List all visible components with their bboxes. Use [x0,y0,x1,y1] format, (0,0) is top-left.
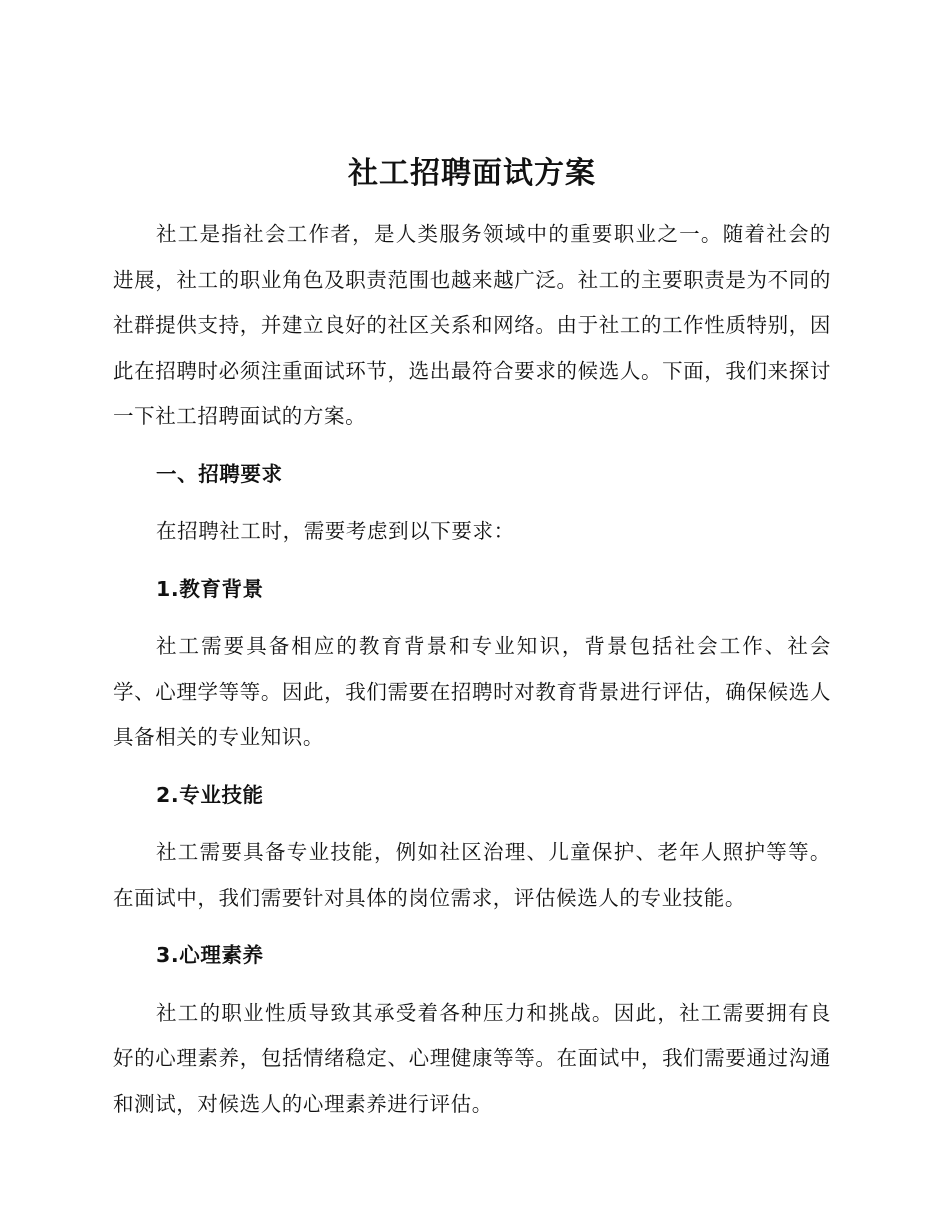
item-body-skills: 社工需要具备专业技能，例如社区治理、儿童保护、老年人照护等等。在面试中，我们需要针对具体的岗位需求，评估候选人的专业技能。 [113,840,831,910]
document-page [113,148,831,1127]
spacer [113,761,831,773]
spacer [113,921,831,933]
item-heading-skills: 2.专业技能 [156,782,264,807]
spacer [113,440,831,452]
spacer [113,818,831,830]
spacer [113,497,831,509]
item-body-psychology: 社工的职业性质导致其承受着各种压力和挑战。因此，社工需要拥有良好的心理素养，包括情绪稳定、心理健康等等。在面试中，我们需要通过沟通和测试，对候选人的心理素养进行评估。 [113,1000,831,1116]
section-heading-requirements: 一、招聘要求 [156,461,283,486]
spacer [113,612,831,624]
intro-paragraph: 社工是指社会工作者，是人类服务领域中的重要职业之一。随着社会的进展，社工的职业角色及职责范围也越来越广泛。社工的主要职责是为不同的社群提供支持，并建立良好的社区关系和网络。由于社工的工作性质特别，因此在招聘时必须注重面试环节，选出最符合要求的候选人。下面，我们来探讨一下社工招聘面试的方案。 [113,222,831,428]
spacer [113,555,831,567]
section-intro-paragraph: 在招聘社工时，需要考虑到以下要求： [156,519,515,543]
item-heading-psychology: 3.心理素养 [156,943,264,967]
spacer [113,979,831,991]
item-heading-education: 1.教育背景 [156,576,264,601]
document-title: 社工招聘面试方案 [348,156,596,191]
item-body-education: 社工需要具备相应的教育背景和专业知识，背景包括社会工作、社会学、心理学等等。因此，我们需要在招聘时对教育背景进行评估，确保候选人具备相关的专业知识。 [113,634,831,749]
